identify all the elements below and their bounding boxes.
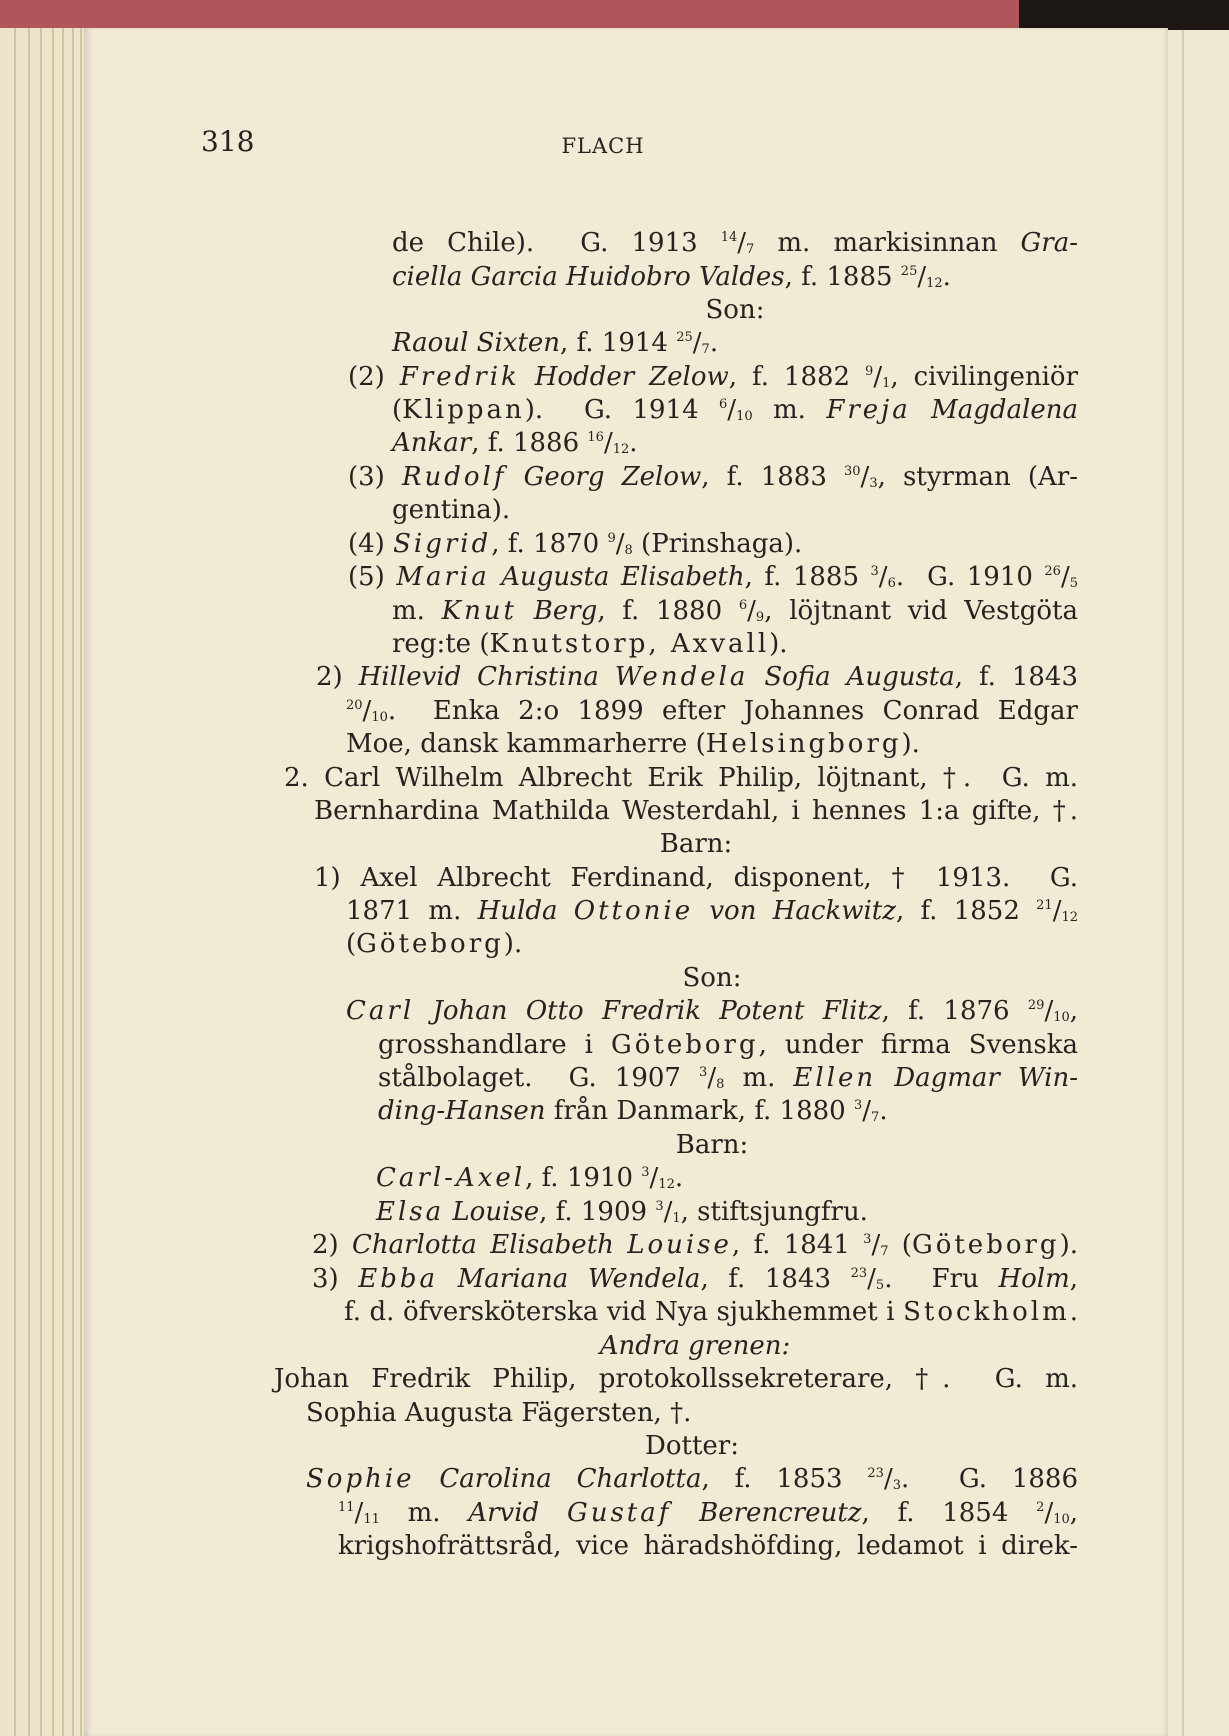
text-line-28: Barn: xyxy=(675,1130,749,1160)
text-line-05: (2) Fredrik Hodder Zelow, f. 1882 $^9/_1$, civilingeniör xyxy=(348,362,1079,392)
text-line-29: Carl-Axel, f. 1910 $^3/_{12}$. xyxy=(376,1163,684,1193)
text-line-10: (4) Sigrid, f. 1870 $^9/_8$ (Prinshaga). xyxy=(348,529,803,559)
text-line-17: 2. Carl Wilhelm Albrecht Erik Philip, löjtnant, †. G. m. xyxy=(284,763,1078,793)
text-line-15: $^{20}/_{10}$. Enka 2:o 1899 efter Johannes Conrad Edgar xyxy=(346,696,1078,726)
text-line-37: Dotter: xyxy=(645,1431,739,1461)
text-line-22: (Göteborg). xyxy=(346,929,523,959)
text-line-30: Elsa Louise, f. 1909 $^3/_1$, stiftsjungfru. xyxy=(376,1197,868,1227)
text-line-16: Moe, dansk kammarherre (Helsingborg). xyxy=(346,729,920,759)
text-line-06: (Klippan). G. 1914 $^6/_{10}$ m. Freja Magdalena xyxy=(392,395,1079,425)
text-line-13: reg:te (Knutstorp, Axvall). xyxy=(392,629,788,659)
text-line-38: Sophie Carolina Charlotta, f. 1853 $^{23}/_3$. G. 1886 xyxy=(306,1464,1078,1494)
text-line-40: krigshofrättsråd, vice häradshöfding, ledamot i direk- xyxy=(338,1531,1078,1561)
running-head: FLACH xyxy=(561,134,645,158)
text-line-19: Barn: xyxy=(659,829,733,859)
text-line-01: de Chile). G. 1913 $^{14}/_7$ m. markisinnan Gra- xyxy=(392,228,1078,258)
text-line-36: Sophia Augusta Fägersten, †. xyxy=(306,1398,692,1428)
text-line-32: 3) Ebba Mariana Wendela, f. 1843 $^{23}/_5$. Fru Holm, xyxy=(312,1264,1078,1294)
page-number: 318 xyxy=(201,125,255,158)
text-line-18: Bernhardina Mathilda Westerdahl, i hennes 1:a gifte, †. xyxy=(314,796,1078,826)
text-line-33: f. d. öfversköterska vid Nya sjukhemmet i Stockholm. xyxy=(344,1297,1078,1327)
text-line-08: (3) Rudolf Georg Zelow, f. 1883 $^{30}/_3$, styrman (Ar- xyxy=(348,462,1079,492)
text-line-21: 1871 m. Hulda Ottonie von Hackwitz, f. 1852 $^{21}/_{12}$ xyxy=(346,896,1078,926)
text-line-24: Carl Johan Otto Fredrik Potent Flitz, f. 1876 $^{29}/_{10}$, xyxy=(346,996,1079,1026)
text-line-31: 2) Charlotta Elisabeth Louise, f. 1841 $^3/_7$ (Göteborg). xyxy=(312,1230,1078,1260)
text-line-35: Johan Fredrik Philip, protokollssekreterare, †. G. m. xyxy=(274,1364,1078,1394)
page-stack-left xyxy=(0,28,90,1736)
text-line-12: m. Knut Berg, f. 1880 $^6/_9$, löjtnant vid Vestgöta xyxy=(392,596,1079,626)
text-line-34: Andra grenen: xyxy=(599,1331,791,1361)
text-line-23: Son: xyxy=(682,963,742,993)
text-line-20: 1) Axel Albrecht Ferdinand, disponent, † 1913. G. xyxy=(314,863,1078,893)
text-line-27: ding-Hansen från Danmark, f. 1880 $^3/_7$. xyxy=(378,1096,888,1126)
text-line-26: stålbolaget. G. 1907 $^3/_8$ m. Ellen Dagmar Win- xyxy=(378,1063,1078,1093)
text-line-25: grosshandlare i Göteborg, under firma Svenska xyxy=(378,1030,1078,1060)
text-line-02: ciella Garcia Huidobro Valdes, f. 1885 $^{25}/_{12}$. xyxy=(392,262,951,292)
text-line-39: $^{11}/_{11}$ m. Arvid Gustaf Berencreutz, f. 1854 $^2/_{10}$, xyxy=(338,1498,1079,1528)
text-line-07: Ankar, f. 1886 $^{16}/_{12}$. xyxy=(392,428,638,458)
facing-page-edge xyxy=(1165,30,1229,1736)
text-line-09: gentina). xyxy=(392,495,511,525)
text-line-03: Son: xyxy=(705,295,765,325)
text-line-11: (5) Maria Augusta Elisabeth, f. 1885 $^3/_6$. G. 1910 $^{26}/_5$ xyxy=(348,562,1078,592)
text-line-04: Raoul Sixten, f. 1914 $^{25}/_7$. xyxy=(392,328,719,358)
text-line-14: 2) Hillevid Christina Wendela Sofia Augusta, f. 1843 xyxy=(316,662,1078,692)
